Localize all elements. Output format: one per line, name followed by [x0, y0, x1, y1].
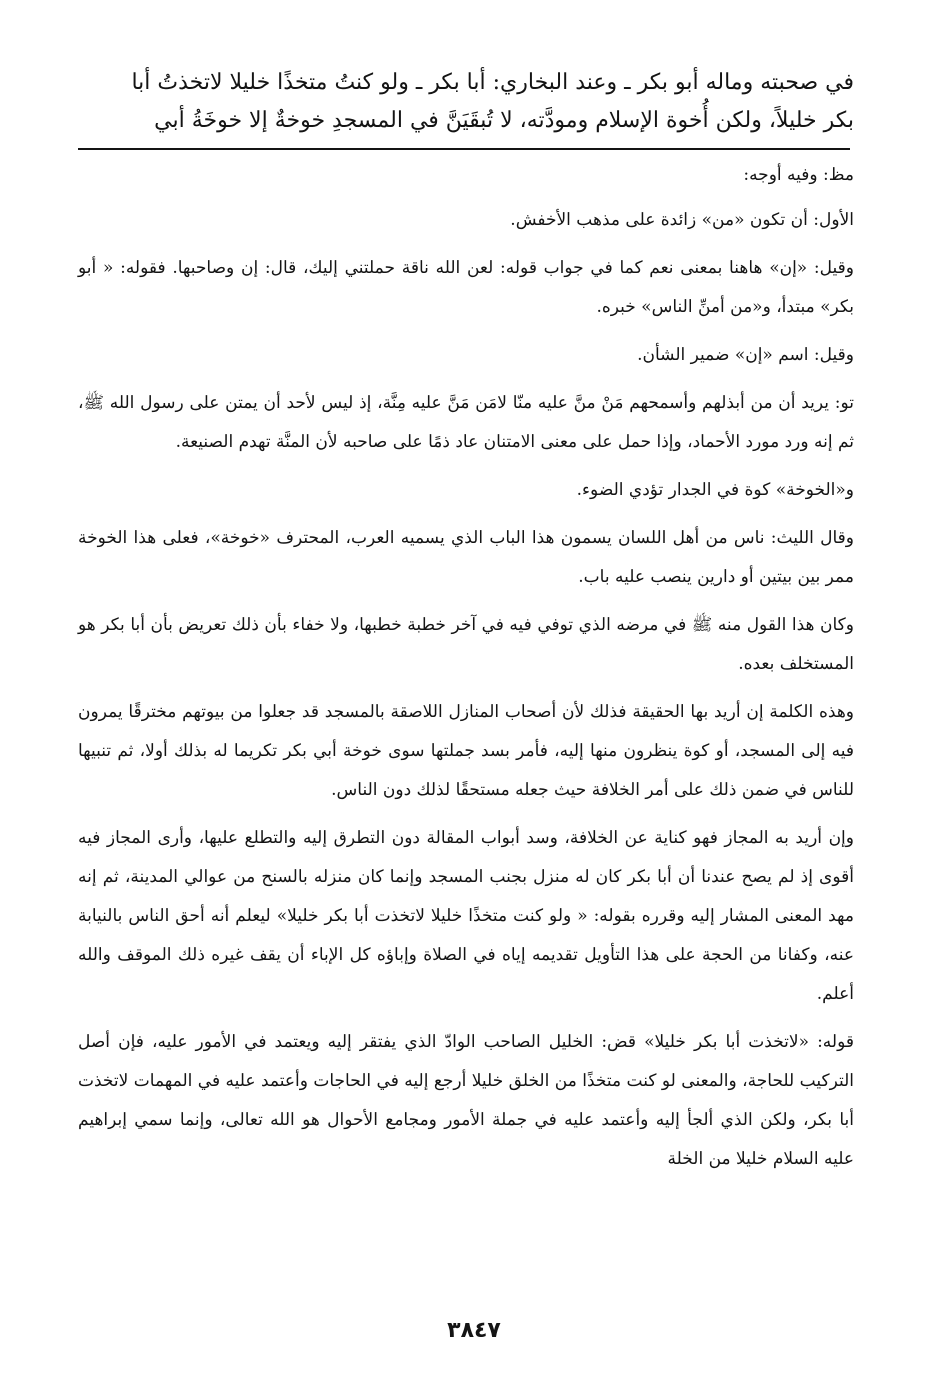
paragraph: مظ: وفيه أوجه: — [743, 165, 854, 185]
paragraph: وكان هذا القول منه ﷺ في مرضه الذي توفي فيه في آخر خطبة خطبها، ولا خفاء بأن ذلك تعريض بأن أبا بكر هو المستخلف بعده. — [78, 615, 854, 674]
separator-rule — [78, 148, 850, 150]
hadith-line: في صحبته وماله أبو بكر ـ وعند البخاري: أبا بكر ـ ولو كنتُ متخذًا خليلا لاتخذتُ أبا — [131, 70, 854, 95]
paragraph: قوله: «لاتخذت أبا بكر خليلا» قض: الخليل الصاحب الوادّ الذي يفتقر إليه ويعتمد في الأمور عليه، فإن أصل التركيب للحاجة، والمعنى لو كنت متخذًا من الخلق خليلا أرجع إليه في الحاجات وأعتمد عليه في المهمات لاتخذت أبا بكر، ولكن الذي ألجأ إليه وأعتمد عليه في جملة الأمور ومجامع الأحوال هو الله تعالى، وإنما سمي إبراهيم عليه السلام خليلا من الخلة — [78, 1032, 854, 1169]
paragraph: وقال الليث: ناس من أهل اللسان يسمون هذا الباب الذي يسميه العرب، المحترف «خوخة»، فعلى هذا الخوخة ممر بين بيتين أو دارين ينصب عليه باب. — [78, 528, 854, 587]
paragraph: وإن أريد به المجاز فهو كناية عن الخلافة، وسد أبواب المقالة دون التطرق إليه والتطلع عليها، وأرى المجاز فيه أقوى إذ لم يصح عندنا أن أبا بكر كان له منزل بجنب المسجد وإنما كان منزله بالسنح من عوالي المدينة، ثم إنه مهد المعنى المشار إليه وقرره بقوله: « ولو كنت متخذًا خليلا لاتخذت أبا بكر خليلا» ليعلم أنه أحق الناس بالنيابة عنه، وكفانا من الحجة على هذا التأويل تقديمه إياه في الصلاة وإباؤه كل الإباء أن يقف غيره ذلك الموقف والله أعلم. — [78, 828, 854, 1004]
hadith-line: بكر خليلاً، ولكن أُخوة الإسلام ومودَّته، لا تُبقَيَنَّ في المسجدِ خوخةٌ إلا خوخَةُ أبي — [154, 108, 854, 133]
paragraph: وقيل: اسم «إن» ضمير الشأن. — [637, 345, 854, 365]
paragraph: تو: يريد أن من أبذلهم وأسمحهم مَنْ منَّ عليه منّا لامَن مَنَّ عليه مِنَّة، إذ ليس لأحد أن يمتن على رسول الله ﷺ، ثم إنه ورد مورد الأحماد، وإذا حمل على معنى الامتنان عاد ذمًا على صاحبه لأن المنَّة تهدم الصنيعة. — [78, 393, 854, 452]
paragraph: و«الخوخة» كوة في الجدار تؤدي الضوء. — [576, 480, 854, 500]
page-content — [78, 64, 854, 1364]
paragraph: وقيل: «إن» هاهنا بمعنى نعم كما في جواب قوله: لعن الله ناقة حملتني إليك، قال: إن وصاحبها. فقوله: « أبو بكر» مبتدأ، و«من أمنِّ الناس» خبره. — [78, 258, 854, 317]
paragraph: وهذه الكلمة إن أريد بها الحقيقة فذلك لأن أصحاب المنازل اللاصقة بالمسجد قد جعلوا من بيوتهم مخترقًا يمرون فيه إلى المسجد، أو كوة ينظرون منها إليه، فأمر بسد جملتها سوى خوخة أبي بكر تكريما له بذلك أولا، ثم تنبيها للناس في ضمن ذلك على أمر الخلافة حيث جعله مستحقًا لذلك دون الناس. — [78, 702, 854, 800]
paragraph: الأول: أن تكون «من» زائدة على مذهب الأخفش. — [510, 210, 854, 230]
commentary — [78, 156, 854, 1179]
page-number: ٣٨٤٧ — [447, 1318, 501, 1343]
hadith-text — [78, 64, 854, 140]
